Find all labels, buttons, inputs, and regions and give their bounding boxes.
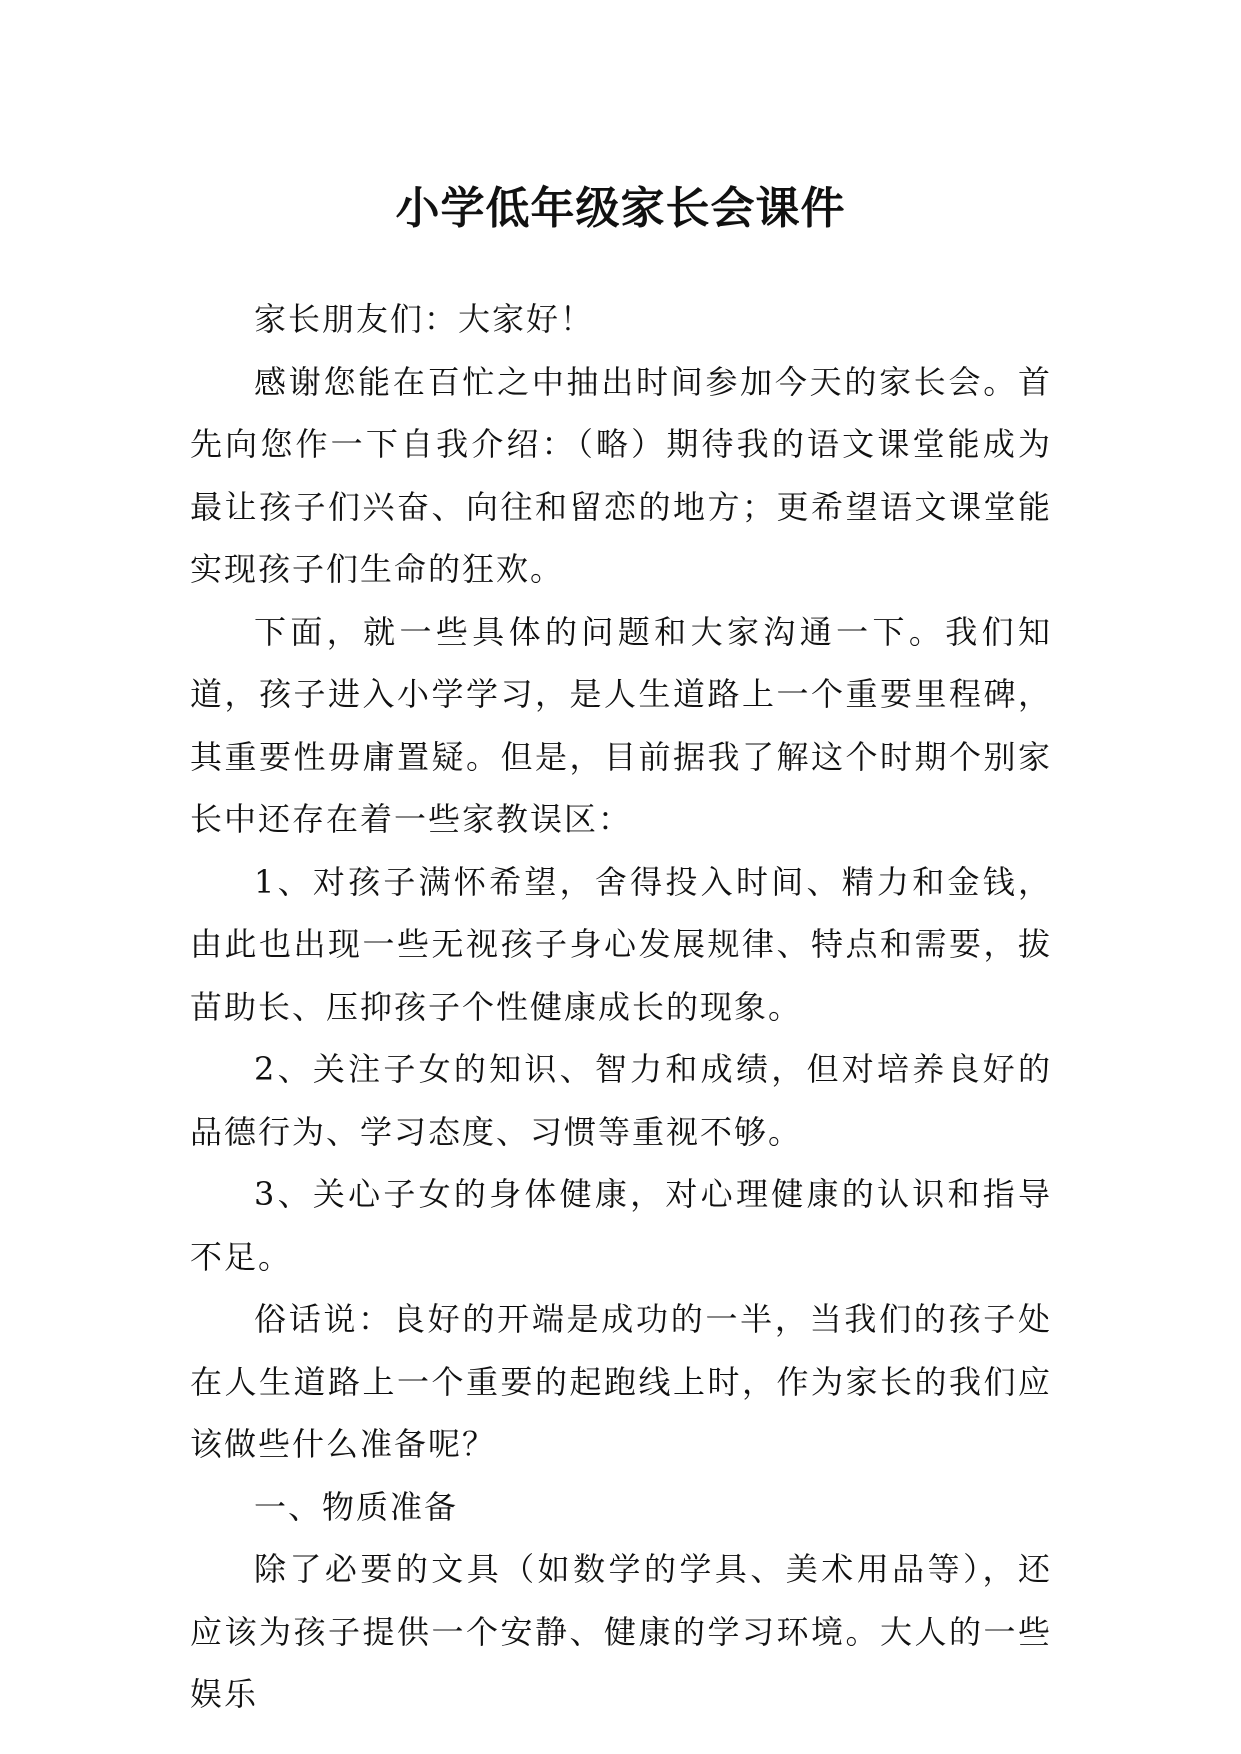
paragraph-point-3: 3、关心子女的身体健康，对心理健康的认识和指导不足。 [190, 1175, 1052, 1276]
paragraph-greeting: 家长朋友们：大家好！ [254, 300, 595, 338]
paragraph-material-preparation: 除了必要的文具（如数学的学具、美术用品等），还应该为孩子提供一个安静、健康的学习环境。大人的一些娱乐 [190, 1550, 1052, 1713]
paragraph-point-1: 1、对孩子满怀希望，舍得投入时间、精力和金钱，由此也出现一些无视孩子身心发展规律、特点和需要，拔苗助长、压抑孩子个性健康成长的现象。 [190, 862, 1052, 1026]
paragraph-proverb: 俗话说：良好的开端是成功的一半，当我们的孩子处在人生道路上一个重要的起跑线上时，作为家长的我们应该做些什么准备呢？ [190, 1300, 1052, 1463]
document-body [190, 288, 1052, 1726]
section-heading-material-preparation: 一、物质准备 [254, 1487, 459, 1526]
document-title: 小学低年级家长会课件 [395, 183, 846, 235]
paragraph-point-2: 2、关注子女的知识、智力和成绩，但对培养良好的品德行为、学习态度、习惯等重视不够。 [190, 1050, 1052, 1151]
paragraph-introduction: 感谢您能在百忙之中抽出时间参加今天的家长会。首先向您作一下自我介绍：（略）期待我的语文课堂能成为最让孩子们兴奋、向往和留恋的地方；更希望语文课堂能实现孩子们生命的狂欢。 [190, 362, 1052, 588]
paragraph-misconceptions-intro: 下面，就一些具体的问题和大家沟通一下。我们知道，孩子进入小学学习，是人生道路上一个重要里程碑，其重要性毋庸置疑。但是，目前据我了解这个时期个别家长中还存在着一些家教误区： [190, 612, 1052, 838]
